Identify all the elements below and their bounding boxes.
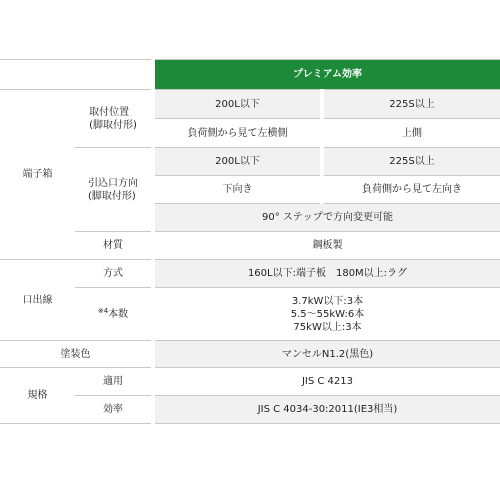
paint-color-label: 塗装色 bbox=[0, 341, 153, 368]
mounting-left-value: 負荷側から見て左横側 bbox=[153, 119, 322, 148]
paint-color-row bbox=[0, 341, 500, 368]
outlet-right-value: 負荷側から見て左向き bbox=[322, 176, 500, 204]
lead-count-value-1: 3.7kW以下:3本 bbox=[291, 295, 364, 307]
outlet-direction-label-line2: (脚取付形) bbox=[88, 190, 136, 202]
paint-color-value: マンセルN1.2(黒色) bbox=[153, 341, 500, 368]
mounting-right-size: 225S以上 bbox=[322, 90, 500, 119]
mounting-position-label-line1: 取付位置 bbox=[89, 106, 130, 118]
mounting-position-label-line2: (脚取付形) bbox=[89, 119, 137, 131]
terminal-box-label: 端子箱 bbox=[0, 90, 75, 260]
outlet-direction-label bbox=[75, 148, 153, 232]
outlet-direction-note: 90° ステップで方向変更可能 bbox=[153, 204, 500, 232]
terminal-box-mounting-size-row bbox=[0, 90, 500, 119]
lead-count-values bbox=[153, 288, 500, 341]
spec-table bbox=[0, 59, 500, 424]
lead-count-label-cell bbox=[75, 288, 153, 341]
premium-efficiency-header: プレミアム効率 bbox=[153, 60, 500, 90]
standards-applicable-row bbox=[0, 368, 500, 396]
outlet-left-size: 200L以下 bbox=[153, 148, 322, 176]
outlet-direction-label-line1: 引込口方向 bbox=[88, 177, 138, 189]
outlet-left-value: 下向き bbox=[153, 176, 322, 204]
mounting-position-label bbox=[75, 90, 153, 148]
lead-count-label: 本数 bbox=[108, 308, 129, 320]
material-value: 鋼板製 bbox=[153, 232, 500, 260]
lead-wires-count-row bbox=[0, 288, 500, 341]
terminal-box-outlet-size-row bbox=[0, 148, 500, 176]
lead-method-value: 160L以下:端子板 180M以上:ラグ bbox=[153, 260, 500, 288]
material-label: 材質 bbox=[75, 232, 153, 260]
mounting-left-size: 200L以下 bbox=[153, 90, 322, 119]
lead-wires-method-row bbox=[0, 260, 500, 288]
applicable-label: 適用 bbox=[75, 368, 153, 396]
lead-method-label: 方式 bbox=[75, 260, 153, 288]
header-blank-cell bbox=[0, 60, 153, 90]
mounting-right-value: 上側 bbox=[322, 119, 500, 148]
applicable-value: JIS C 4213 bbox=[153, 368, 500, 396]
lead-count-value-2: 5.5〜55kW:6本 bbox=[290, 308, 365, 320]
efficiency-value: JIS C 4034-30:2011(IE3相当) bbox=[153, 396, 500, 424]
header-row bbox=[0, 60, 500, 90]
lead-count-note-mark: ※4 bbox=[97, 306, 109, 315]
terminal-box-material-row bbox=[0, 232, 500, 260]
efficiency-label: 効率 bbox=[75, 396, 153, 424]
standards-efficiency-row bbox=[0, 396, 500, 424]
lead-wires-label: 口出線 bbox=[0, 260, 75, 341]
lead-count-value-3: 75kW以上:3本 bbox=[293, 321, 362, 333]
standards-label: 規格 bbox=[0, 368, 75, 424]
outlet-right-size: 225S以上 bbox=[322, 148, 500, 176]
